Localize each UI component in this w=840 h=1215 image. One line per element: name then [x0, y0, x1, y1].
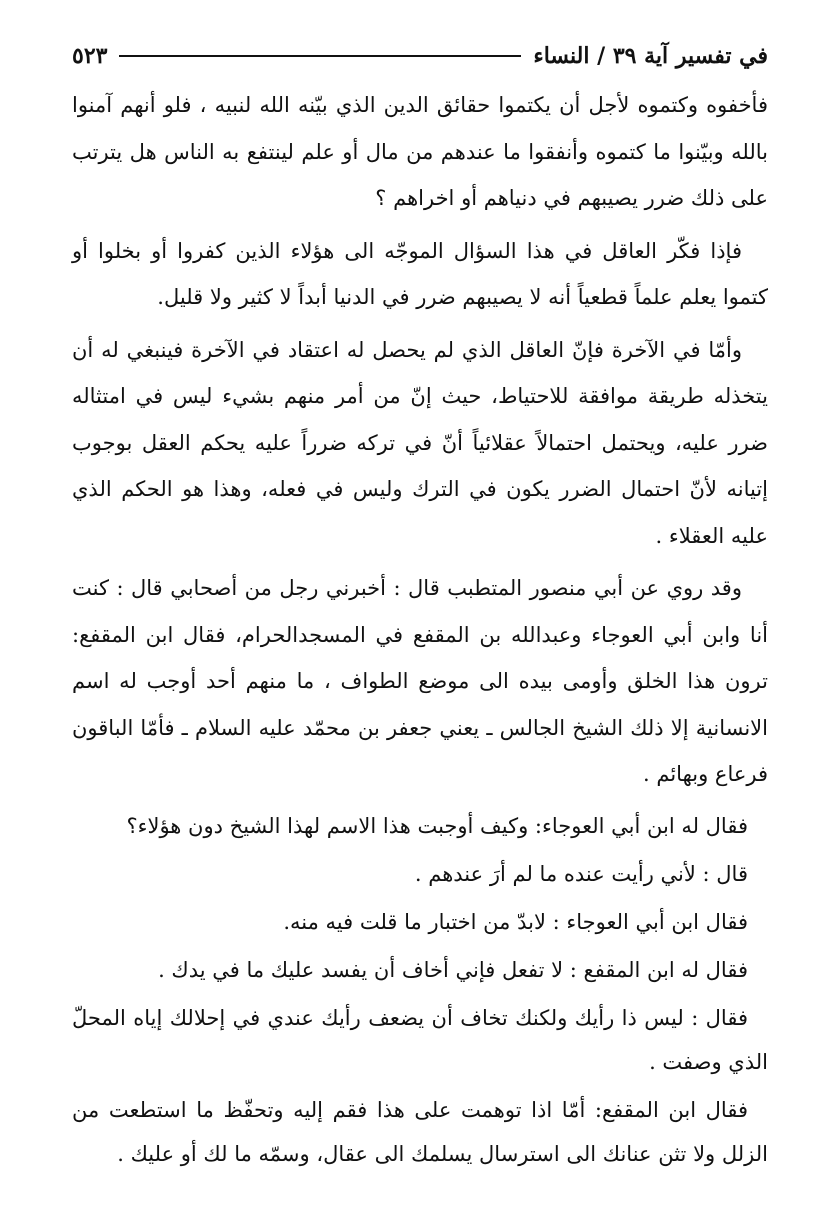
paragraph: وقد روي عن أبي منصور المتطبب قال : أخبرني رجل من أصحابي قال : كنت أنا وابن أبي العوجاء وعبدالله بن المقفع في المسجدالحرام، فقال ابن المقفع: ترون هذا الخلق وأومى بيده الى موضع الطواف ، ما منهم أحد أوجب له اسم الانسانية إلا ذلك الشيخ الجالس ـ يعني جعفر بن محمّد عليه السلام ـ فأمّا الباقون فرعاع وبهائم .: [72, 576, 768, 786]
book-page: [72, 36, 768, 1186]
dialogue-line: فقال ابن المقفع: أمّا اذا توهمت على هذا فقم إليه وتحفّظ ما استطعت من الزلل ولا تثن عنانك الى استرسال يسلمك الى عقال، وسمّه ما لك أو عليك .: [72, 1097, 768, 1166]
paragraph: فإذا فكّر العاقل في هذا السؤال الموجّه الى هؤلاء الذين كفروا أو بخلوا أو كتموا يعلم علماً قطعياً أنه لا يصيبهم ضرر في الدنيا أبداً لا كثير ولا قليل.: [72, 238, 768, 309]
running-header: [72, 36, 768, 76]
running-header-title: في تفسير آية ٣٩ / النساء: [533, 43, 768, 69]
paragraph: وأمّا في الآخرة فإنّ العاقل الذي لم يحصل له اعتقاد في الآخرة فينبغي له أن يتخذله طريقة موافقة للاحتياط، حيث إنّ من أمر منهم بشيء ليس في امتثاله ضرر عليه، ويحتمل احتمالاً عقلائياً أنّ في تركه ضرراً عليه يحكم العقل بوجوب إتيانه لأنّ احتمال الضرر يكون في الترك وليس في فعله، وهذا هو الحكم الذي عليه العقلاء .: [72, 337, 768, 548]
dialogue-block: [72, 804, 768, 1176]
dialogue-line: فقال ابن أبي العوجاء : لابدّ من اختبار ما قلت فيه منه.: [283, 909, 748, 934]
dialogue-line: فقال له ابن أبي العوجاء: وكيف أوجبت هذا الاسم لهذا الشيخ دون هؤلاء؟: [126, 813, 748, 838]
body-text: [72, 82, 768, 1176]
dialogue-line: فقال : ليس ذا رأيك ولكنك تخاف أن يضعف رأيك عندي في إحلالك إياه المحلّ الذي وصفت .: [72, 1005, 768, 1074]
dialogue-line: فقال له ابن المقفع : لا تفعل فإني أخاف أن يفسد عليك ما في يدك .: [158, 957, 748, 982]
page-number: ٥٢٣: [72, 43, 108, 69]
paragraph: فأخفوه وكتموه لأجل أن يكتموا حقائق الدين الذي بيّنه الله لنبيه ، فلو أنهم آمنوا بالله وبيّنوا ما كتموه وأنفقوا ما عندهم من مال أو علم لينتفع به الناس هل يترتب على ذلك ضرر يصيبهم في دنياهم أو اخراهم ؟: [72, 93, 768, 210]
header-rule: [119, 55, 521, 57]
dialogue-line: قال : لأني رأيت عنده ما لم أرَ عندهم .: [414, 861, 748, 886]
